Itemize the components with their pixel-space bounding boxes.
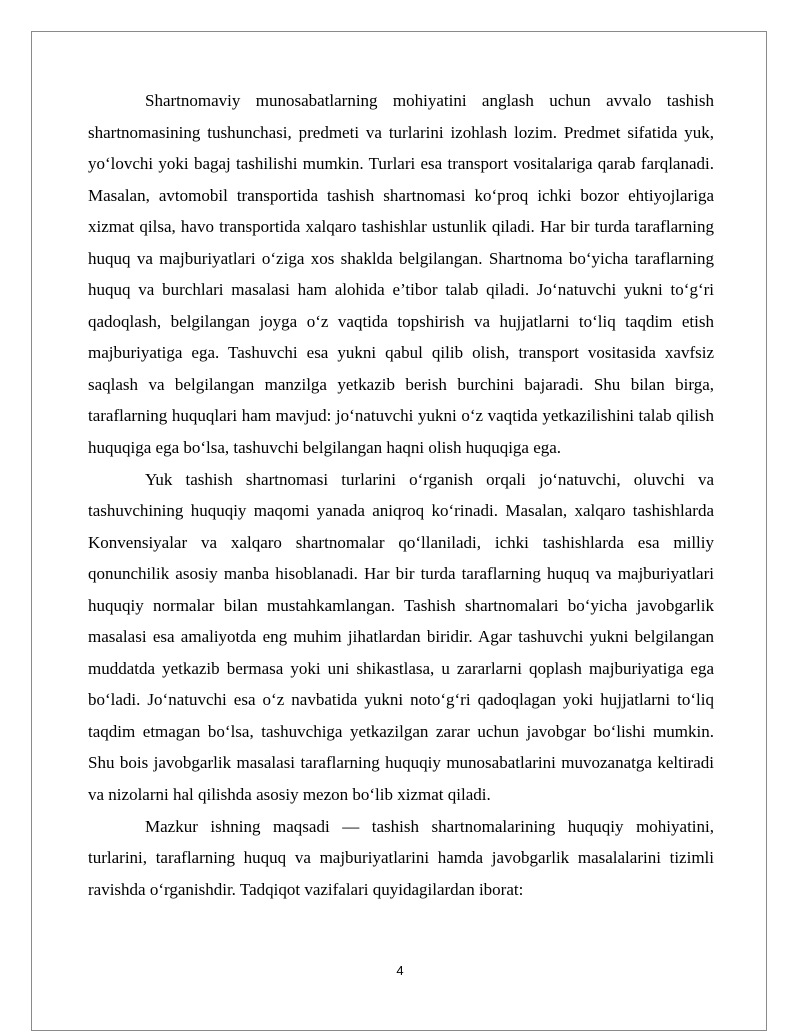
paragraph-2: Yuk tashish shartnomasi turlarini o‘rganish orqali jo‘natuvchi, oluvchi va tashuvchining huquqiy maqomi yanada aniqroq ko‘rinadi. Masalan, xalqaro tashishlarda Konvensiyalar va xalqaro shartnomalar qo‘llaniladi, ichki tashishlarda esa milliy qonunchilik asosiy manba hisoblanadi. Har bir turda taraflarning huquq va majburiyatlari huquqiy normalar bilan mustahkamlangan. Tashish shartnomalari bo‘yicha javobgarlik masalasi esa amaliyotda eng muhim jihatlardan biridir. Agar tashuvchi yukni belgilangan muddatda yetkazib bermasa yoki uni shikastlasa, u zararlarni qoplash majburiyatiga ega bo‘ladi. Jo‘natuvchi esa o‘z navbatida yukni noto‘g‘ri qadoqlagan yoki hujjatlarni to‘liq taqdim etmagan bo‘lsa, tashuvchiga yetkazilgan zarar uchun javobgar bo‘lishi mumkin. Shu bois javobgarlik masalasi taraflarning huquqiy munosabatlarini muvozanatga keltiradi va nizolarni hal qilishda asosiy mezon bo‘lib xizmat qiladi. <box>88 469 714 805</box>
paragraph-1: Shartnomaviy munosabatlarning mohiyatini anglash uchun avvalo tashish shartnomasining tushunchasi, predmeti va turlarini izohlash lozim. Predmet sifatida yuk, yo‘lovchi yoki bagaj tashilishi mumkin. Turlari esa transport vositalariga qarab farqlanadi. Masalan, avtomobil transportida tashish shartnomasi ko‘proq ichki bozor ehtiyojlariga xizmat qilsa, havo transportida xalqaro tashishlar ustunlik qiladi. Har bir turda taraflarning huquq va majburiyatlari o‘ziga xos shaklda belgilangan. Shartnoma bo‘yicha taraflarning huquq va burchlari masalasi ham alohida e’tibor talab qiladi. Jo‘natuvchi yukni to‘g‘ri qadoqlash, belgilangan joyga o‘z vaqtida topshirish va hujjatlarni to‘liq taqdim etish majburiyatiga ega. Tashuvchi esa yukni qabul qilib olish, transport vositasida xavfsiz saqlash va belgilangan manzilga yetkazib berish burchini bajaradi. Shu bilan birga, taraflarning huquqlari ham mavjud: jo‘natuvchi yukni o‘z vaqtida yetkazilishini talab qilish huquqiga ega bo‘lsa, tashuvchi belgilangan haqni olish huquqiga ega. <box>88 91 714 458</box>
document-body <box>88 85 714 905</box>
paragraph-3: Mazkur ishning maqsadi — tashish shartnomalarining huquqiy mohiyatini, turlarini, taraflarning huquq va majburiyatlarini hamda javobgarlik masalalarini tizimli ravishda o‘rganishdir. Tadqiqot vazifalari quyidagilardan iborat: <box>88 816 714 899</box>
page-number: 4 <box>396 963 404 978</box>
